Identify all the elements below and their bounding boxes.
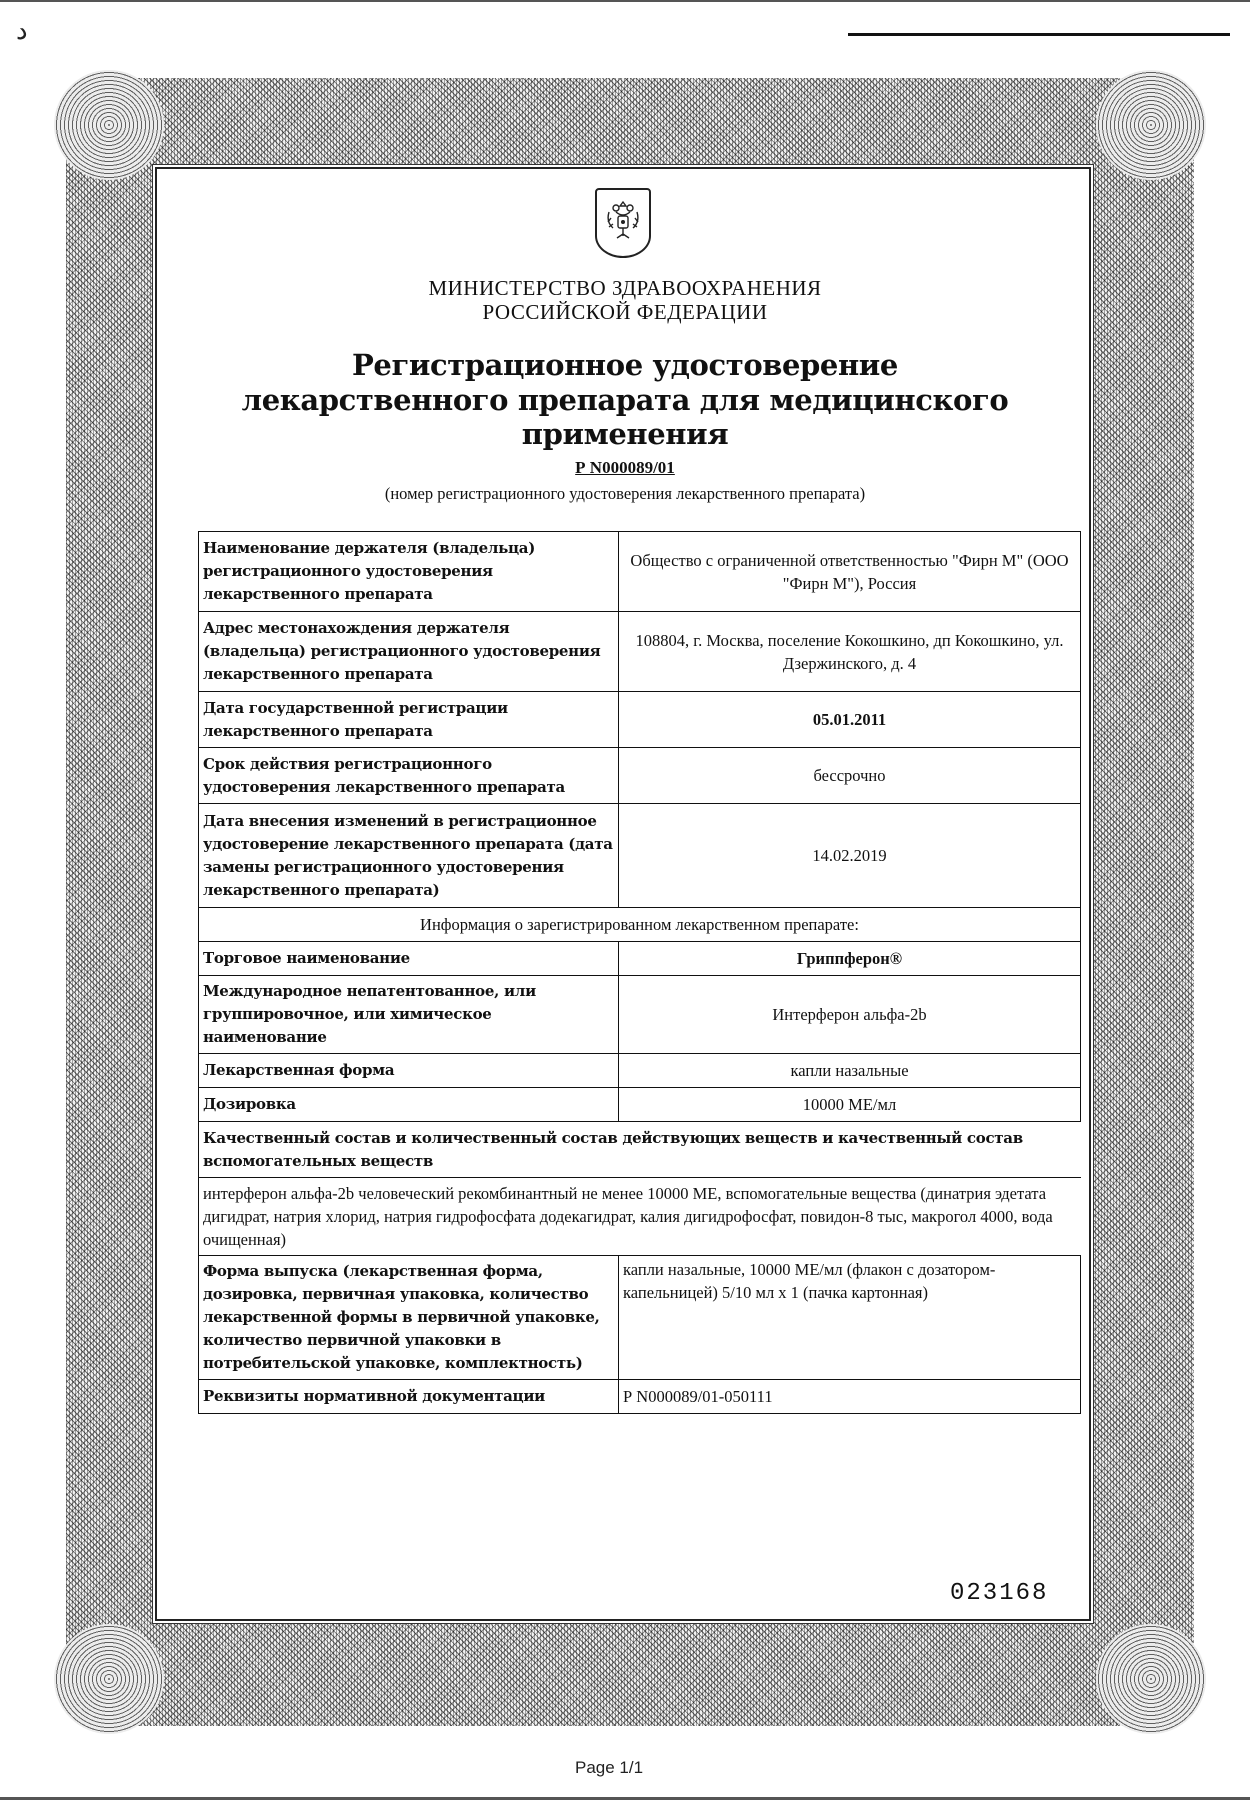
validity-period-value: бессрочно: [619, 748, 1081, 804]
amendment-date-value: 14.02.2019: [619, 804, 1081, 908]
holder-address-value: 108804, г. Москва, поселение Кокошкино, дп Кокошкино, ул. Дзержинского, д. 4: [619, 612, 1081, 692]
frame-corner-rosette-icon: [1096, 1624, 1206, 1734]
registration-number: Р N000089/01: [575, 458, 675, 477]
table-row: [199, 1122, 1081, 1178]
handwritten-mark: ﺩ: [16, 16, 28, 46]
trade-name-value: Гриппферон®: [619, 942, 1081, 976]
table-row: [199, 1054, 1081, 1088]
release-form-value: капли назальные, 10000 МЕ/мл (флакон с дозатором-капельницей) 5/10 мл х 1 (пачка картонная): [619, 1256, 1081, 1380]
table-row: [199, 942, 1081, 976]
holder-address-label: Адрес местонахождения держателя (владельца) регистрационного удостоверения лекарственного препарата: [199, 612, 619, 692]
form-serial-number: 023168: [950, 1580, 1049, 1607]
registration-date-label: Дата государственной регистрации лекарственного препарата: [199, 692, 619, 748]
table-row: [199, 532, 1081, 612]
drug-info-header: Информация о зарегистрированном лекарственном препарате:: [199, 908, 1081, 942]
composition-text: интерферон альфа-2b человеческий рекомбинантный не менее 10000 МЕ, вспомогательные вещества (динатрия эдетата дигидрат, натрия хлорид, натрия гидрофосфата додекагидрат, калия дигидрофосфат, повидон-8 тыс, макрогол 4000, вода очищенная): [199, 1178, 1081, 1256]
validity-period-label: Срок действия регистрационного удостоверения лекарственного препарата: [199, 748, 619, 804]
document-title-line2: лекарственного препарата для медицинского применения: [241, 383, 1009, 451]
table-row: [199, 1088, 1081, 1122]
dosage-value: 10000 МЕ/мл: [619, 1088, 1081, 1122]
certificate-table: [198, 531, 1081, 1414]
holder-name-label: Наименование держателя (владельца) регистрационного удостоверения лекарственного препарата: [199, 532, 619, 612]
frame-corner-rosette-icon: [54, 70, 164, 180]
registration-date-value: 05.01.2011: [619, 692, 1081, 748]
table-row: [199, 804, 1081, 908]
dosage-label: Дозировка: [199, 1088, 619, 1122]
page-indicator: Page 1/1: [575, 1758, 644, 1777]
coat-of-arms-icon: [595, 188, 651, 258]
registration-number-caption: (номер регистрационного удостоверения лекарственного препарата): [384, 484, 866, 503]
trade-name-label: Торговое наименование: [199, 942, 619, 976]
top-right-rule: [848, 33, 1230, 36]
amendment-date-label: Дата внесения изменений в регистрационное удостоверение лекарственного препарата (дата замены регистрационного удостоверения лекарственного препарата): [199, 804, 619, 908]
table-row: [199, 976, 1081, 1054]
table-row: [199, 612, 1081, 692]
table-row: [199, 748, 1081, 804]
holder-name-value: Общество с ограниченной ответственностью "Фирн М" (ООО "Фирн М"), Россия: [619, 532, 1081, 612]
normative-docs-label: Реквизиты нормативной документации: [199, 1380, 619, 1414]
ministry-name-line2: РОССИЙСКОЙ ФЕДЕРАЦИИ: [482, 300, 768, 324]
table-row: [199, 1256, 1081, 1380]
table-row: [199, 1178, 1081, 1256]
table-row: [199, 692, 1081, 748]
composition-heading: Качественный состав и количественный состав действующих веществ и качественный состав вспомогательных веществ: [199, 1122, 1081, 1178]
dosage-form-label: Лекарственная форма: [199, 1054, 619, 1088]
ministry-name-line1: МИНИСТЕРСТВО ЗДРАВООХРАНЕНИЯ: [428, 276, 822, 300]
double-headed-eagle-icon: [603, 198, 643, 248]
scan-top-edge: [0, 0, 1250, 2]
release-form-label: Форма выпуска (лекарственная форма, дозировка, первичная упаковка, количество лекарственной формы в первичной упаковке, количество первичной упаковки в потребительской упаковке, комплектность): [199, 1256, 619, 1380]
table-row: [199, 1380, 1081, 1414]
normative-docs-value: Р N000089/01-050111: [619, 1380, 1081, 1414]
inn-label: Международное непатентованное, или группировочное, или химическое наименование: [199, 976, 619, 1054]
table-row: [199, 908, 1081, 942]
frame-corner-rosette-icon: [54, 1624, 164, 1734]
document-title-line1: Регистрационное удостоверение: [352, 348, 898, 382]
dosage-form-value: капли назальные: [619, 1054, 1081, 1088]
frame-corner-rosette-icon: [1096, 70, 1206, 180]
inn-value: Интерферон альфа-2b: [619, 976, 1081, 1054]
